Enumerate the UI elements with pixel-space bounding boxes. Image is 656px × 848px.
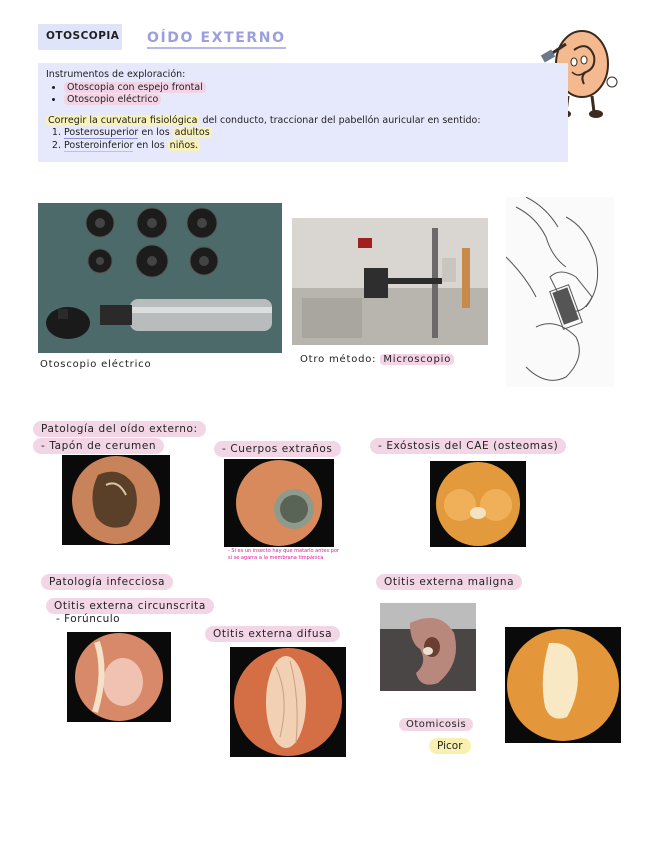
list-item [64,140,568,153]
direction-adults-prefix: Posterosuperior [64,127,139,138]
itch-label: Picor [429,738,471,754]
otoscopy-technique-drawing [506,197,614,387]
direction-children-mid: en los [133,139,168,151]
malignant-otitis-ear-image [380,603,476,691]
foreign-bodies-label: - Cuerpos extraños [214,441,341,457]
section-tag-label: OTOSCOPIA [46,30,120,42]
microscope-caption-highlight: Microscopio [380,354,454,365]
microscope-caption [300,354,454,365]
furuncle-label: - Forúnculo [56,613,121,625]
exostosis-label: - Exóstosis del CAE (osteomas) [370,438,566,454]
correction-rest: del conducto, traccionar del pabellón auricular en sentido: [199,114,481,126]
direction-adults-who: adultos [174,127,210,138]
pathology-heading: Patología del oído externo: [33,421,206,437]
instruments-box [38,63,568,162]
correction-text [46,115,568,128]
microscope-photo [292,218,488,345]
diffuse-otitis-image [230,647,346,757]
foreign-body-note: - Si es un insecto hay que matarlo antes por si se agarra a la membrana timpánica [228,548,339,561]
otoscope-caption: Otoscopio eléctrico [40,359,152,370]
page-title: OÍDO EXTERNO [147,30,286,49]
instrument-frontal-mirror: Otoscopia con espejo frontal [64,82,206,93]
furuncle-image [67,632,171,722]
directions-list [46,127,568,152]
microscope-caption-prefix: Otro método: [300,354,381,365]
instruments-list [46,82,568,107]
list-item [64,127,568,140]
section-tag [38,24,122,50]
otomycosis-label: Otomicosis [399,718,473,731]
infectious-heading: Patología infecciosa [41,574,173,590]
diffuse-otitis-label: Otitis externa difusa [205,626,340,642]
correction-highlight: Corregir la curvatura fisiológica [48,114,198,126]
malignant-otitis-otoscopy-image [505,627,621,743]
otoscope-photo [38,203,282,353]
instrument-electric-otoscope: Otoscopio eléctrico [64,94,161,105]
circumscribed-otitis-label: Otitis externa circunscrita [46,598,214,614]
list-item [64,82,568,95]
exostosis-image [430,461,526,547]
earwax-plug-label: - Tapón de cerumen [33,438,164,454]
direction-adults-mid: en los [138,127,173,138]
foreign-body-image [224,459,334,547]
instruments-heading: Instrumentos de exploración: [46,69,186,80]
malignant-otitis-label: Otitis externa maligna [376,574,522,590]
direction-children-prefix: Posteroinferior [64,139,134,151]
direction-children-who: niños. [169,139,199,151]
list-item [64,94,568,107]
earwax-plug-image [62,455,170,545]
